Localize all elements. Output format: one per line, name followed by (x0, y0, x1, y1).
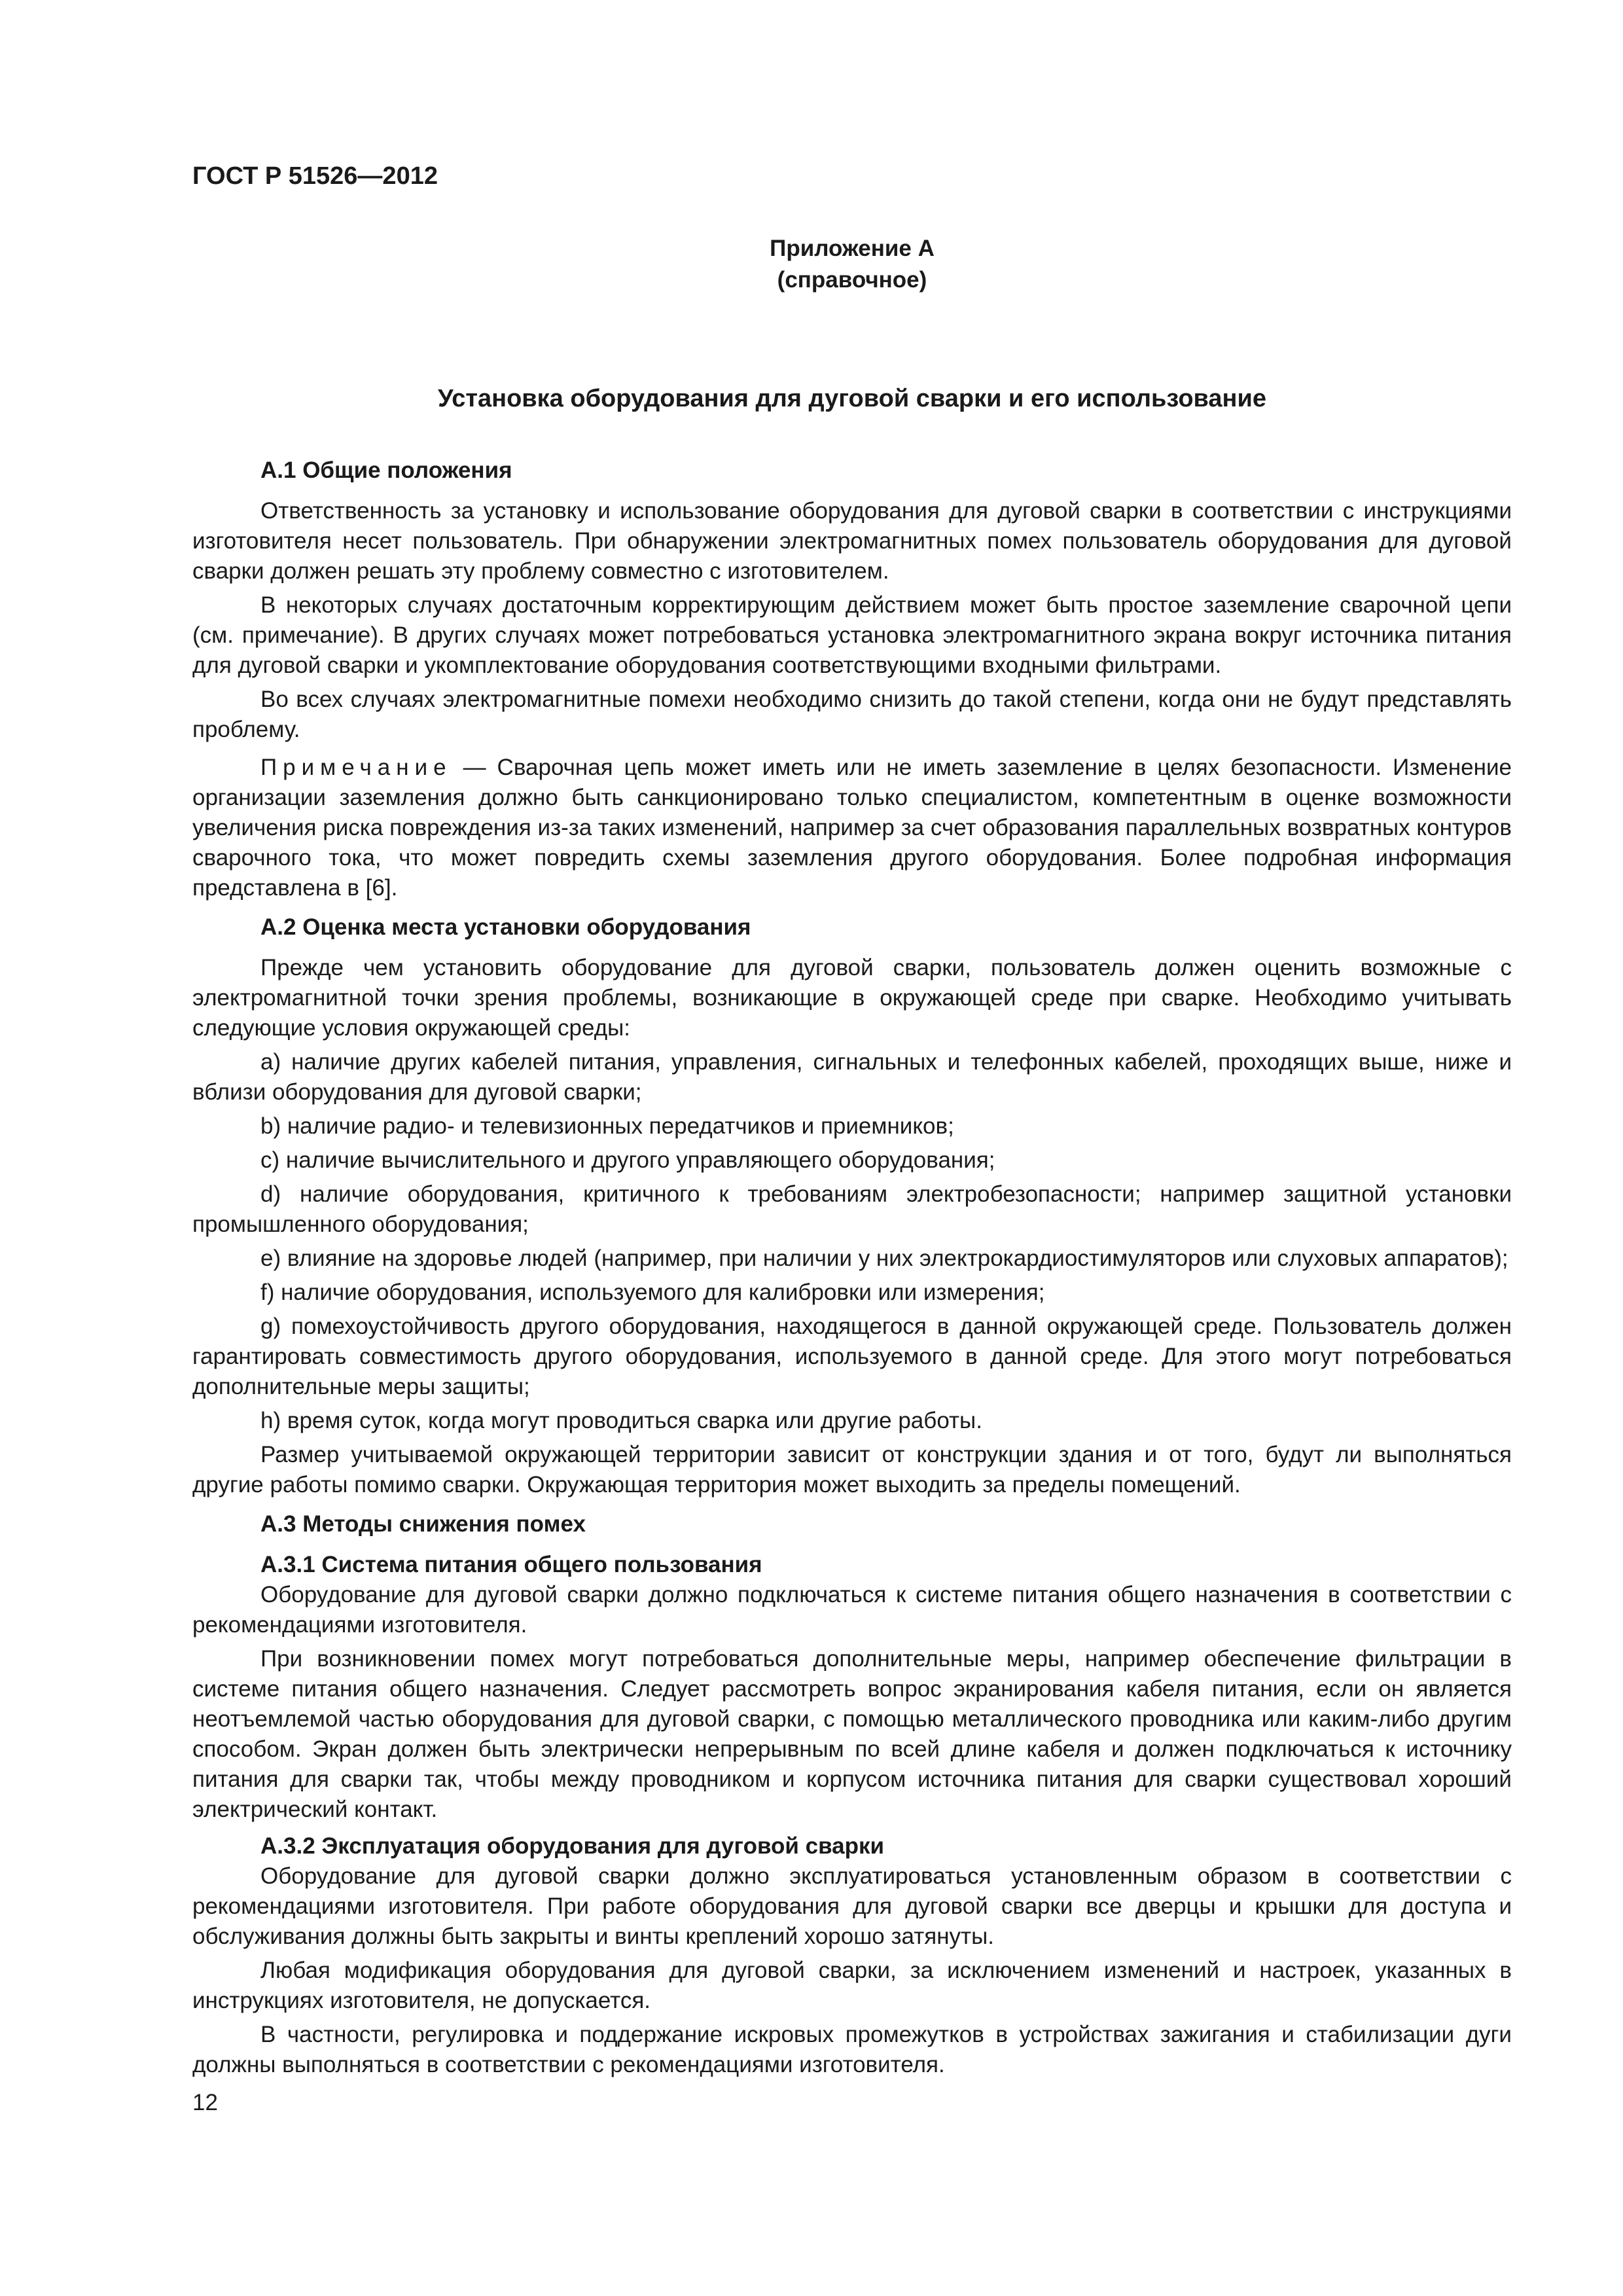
annex-title: Приложение А (770, 236, 935, 261)
section-heading-a2: А.2 Оценка места установки оборудования (260, 914, 751, 940)
paragraph: Во всех случаях электромагнитные помехи необходимо снизить до такой степени, когда они не будут представлять проблему. (192, 687, 1512, 742)
note-label: Примечание (260, 755, 452, 780)
annex-type: (справочное) (777, 267, 927, 293)
paragraph: Оборудование для дуговой сварки должно подключаться к системе питания общего назначения в соответствии с рекомендациями изготовителя. (192, 1582, 1512, 1638)
paragraph: В частности, регулировка и поддержание искровых промежутков в устройствах зажигания и стабилизации дуги должны выполняться в соответствии с рекомендациями изготовителя. (192, 2022, 1512, 2077)
list-item: d) наличие оборудования, критичного к требованиям электробезопасности; например защитной установки промышленного оборудования; (192, 1181, 1512, 1237)
paragraph: В некоторых случаях достаточным корректирующим действием может быть простое заземление сварочной цепи (см. примечание). В других случаях может потребоваться установка электромагнитного экрана вокруг источника питания для дуговой сварки и укомплектование оборудования соответствующими входными фильтрами. (192, 592, 1512, 678)
list-item: g) помехоустойчивость другого оборудования, находящегося в данной окружающей среде. Пользователь должен гарантировать совместимость другого оборудования, используемого в данной среде. Для этого могут потребоваться дополнительные меры защиты; (192, 1314, 1512, 1399)
note-text: — Сварочная цепь может иметь или не иметь заземление в целях безопасности. Изменение организации заземления должно быть санкционировано только специалистом, компетентным в оценке возможности увеличения риска повреждения из-за таких изменений, например за счет образования параллельных возвратных контуров сварочного тока, что может повредить схемы заземления другого оборудования. Более подробная информация представлена в [6]. (192, 755, 1512, 901)
list-item: e) влияние на здоровье людей (например, при наличии у них электрокардиостимуляторов или слуховых аппаратов); (260, 1246, 1508, 1271)
document-body (192, 446, 1512, 2084)
subsection-heading-a32: А.3.2 Эксплуатация оборудования для дуговой сварки (260, 1833, 885, 1859)
list-item: b) наличие радио- и телевизионных передатчиков и приемников; (260, 1113, 954, 1139)
annex-label (192, 233, 1512, 296)
list-item: f) наличие оборудования, используемого для калибровки или измерения; (260, 1280, 1045, 1305)
paragraph: Размер учитываемой окружающей территории зависит от конструкции здания и от того, будут ли выполняться другие работы помимо сварки. Окружающая территория может выходить за пределы помещений. (192, 1442, 1512, 1498)
section-heading-a1: А.1 Общие положения (260, 457, 512, 483)
document-header: ГОСТ Р 51526—2012 (192, 162, 438, 190)
list-item: c) наличие вычислительного и другого управляющего оборудования; (260, 1147, 995, 1173)
paragraph: Ответственность за установку и использование оборудования для дуговой сварки в соответствии с инструкциями изготовителя несет пользователь. При обнаружении электромагнитных помех пользователь оборудования для дуговой сварки должен решать эту проблему совместно с изготовителем. (192, 498, 1512, 584)
page-number: 12 (192, 2090, 218, 2115)
subsection-heading-a31: А.3.1 Система питания общего пользования (260, 1552, 762, 1577)
list-item: h) время суток, когда могут проводиться сварка или другие работы. (260, 1408, 982, 1433)
paragraph: Прежде чем установить оборудование для дуговой сварки, пользователь должен оценить возможные с электромагнитной точки зрения проблемы, возникающие в окружающей среде при сварке. Необходимо учитывать следующие условия окружающей среды: (192, 955, 1512, 1041)
paragraph: При возникновении помех могут потребоваться дополнительные меры, например обеспечение фильтрации в системе питания общего назначения. Следует рассмотреть вопрос экранирования кабеля питания, если он является неотъемлемой частью оборудования для дуговой сварки, с помощью металлического проводника или каким-либо другим способом. Экран должен быть электрически непрерывным по всей длине кабеля и должен подключаться к источнику питания для сварки так, чтобы между проводником и корпусом источника питания для сварки существовал хороший электрический контакт. (192, 1646, 1512, 1822)
paragraph: Оборудование для дуговой сварки должно эксплуатироваться установленным образом в соответствии с рекомендациями изготовителя. При работе оборудования для дуговой сварки все дверцы и крышки для доступа и обслуживания должны быть закрыты и винты креплений хорошо затянуты. (192, 1863, 1512, 1949)
annex-heading: Установка оборудования для дуговой сварки и его использование (438, 385, 1266, 412)
list-item: а) наличие других кабелей питания, управления, сигнальных и телефонных кабелей, проходящих выше, ниже и вблизи оборудования для дуговой сварки; (192, 1049, 1512, 1105)
paragraph: Любая модификация оборудования для дуговой сварки, за исключением изменений и настроек, указанных в инструкциях изготовителя, не допускается. (192, 1958, 1512, 2013)
section-heading-a3: А.3 Методы снижения помех (260, 1511, 586, 1537)
note (192, 753, 1512, 903)
